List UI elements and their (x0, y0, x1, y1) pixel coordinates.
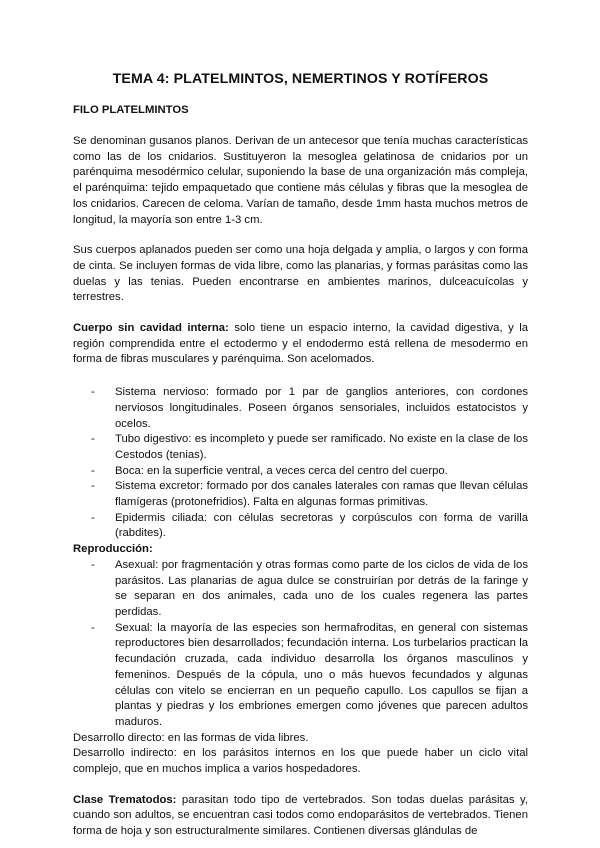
cavity-text: solo tiene un espacio interno, la cavidad digestiva, y la región comprendida entre el ectodermo y el endodermo está rellena de mesodermo en forma de fibras musculares y parénquima. Son acelomados. (73, 322, 529, 366)
list-item: - Sistema nervioso: formado por 1 par de ganglios anteriores, con cordones nerviosos longitudinales. Poseen órganos sensoriales, incluidos estatocistos y ocelos. (103, 385, 528, 432)
trematodes-label: Clase Trematodos: (73, 793, 177, 806)
direct-development: Desarrollo directo: en las formas de vida libres. (73, 731, 309, 744)
reproduction-heading (73, 542, 528, 558)
body-shape-paragraph: Sus cuerpos aplanados pueden ser como una hoja delgada y amplia, o largos y con forma de cinta. Se incluyen formas de vida libre, como las planarias, y formas parásitas como las duelas y las tenias. Pueden encontrarse en ambientes marinos, dulceacuícolas y terrestres. (73, 244, 528, 304)
reproduction-list (73, 558, 528, 731)
list-item: - Boca: en la superficie ventral, a veces cerca del centro del cuerpo. (103, 464, 528, 480)
cavity-label: Cuerpo sin cavidad interna: (73, 322, 229, 335)
list-item: - Epidermis ciliada: con células secretoras y corpúsculos con forma de varilla (rabdites). (103, 511, 528, 542)
trematodes-paragraph (73, 793, 528, 840)
list-item: - Tubo digestivo: es incompleto y puede ser ramificado. No existe en la clase de los Cestodos (tenias). (103, 432, 528, 463)
list-item: - Sexual: la mayoría de las especies son hermafroditas, en general con sistemas reproductores bien desarrollados; fecundación interna. Los turbelarios practican la fecundación cruzada, cada individuo desarrolla los órganos masculinos y femeninos. Después de la cópula, uno o más huevos fecundados y algunas células con vitelo se encierran en un pequeño capullo. Los capullos se fijan a plantas y piedras y los embriones emergen como jóvenes que parecen adultos maduros. (103, 621, 528, 731)
indirect-development: Desarrollo indirecto: en los parásitos internos en los que puede haber un ciclo vital complejo, que en muchos implica a varios hospedadores. (73, 747, 528, 776)
intro-paragraph: Se denominan gusanos planos. Derivan de un antecesor que tenía muchas características como las de los cnidarios. Sustituyeron la mesoglea gelatinosa de cnidarios por un parénquima mesodérmico celular, suponiendo la base de una organización más compleja, el parénquima: tejido empaquetado que contiene más células y fibras que la mesoglea de los cnidarios. Carecen de celoma. Varían de tamaño, desde 1mm hasta muchos metros de longitud, la mayoría son entre 1-3 cm. (73, 135, 528, 226)
list-item: - Sistema excretor: formado por dos canales laterales con ramas que llevan células flamígeras (protonefridios). Falta en algunas formas primitivas. (103, 479, 528, 510)
document-title: TEMA 4: PLATELMINTOS, NEMERTINOS Y ROTÍFEROS (112, 71, 489, 87)
reproduction-label: Reproducción: (73, 543, 153, 556)
trematodes-text: parasitan todo tipo de vertebrados. Son todas duelas parásitas y, cuando son adultos, se encuentran casi todos como endoparásitos de vertebrados. Tienen forma de hoja y son estructuralmente similares. Contienen diversas glándulas de (73, 793, 529, 838)
cavity-paragraph (73, 321, 528, 368)
systems-list (73, 385, 528, 542)
section-heading: FILO PLATELMINTOS (73, 104, 189, 116)
list-item: - Asexual: por fragmentación y otras formas como parte de los ciclos de vida de los parásitos. Las planarias de agua dulce se construirían por detrás de la faringe y se separan en dos animales, cada uno de los cuales regenera las partes perdidas. (103, 558, 528, 621)
